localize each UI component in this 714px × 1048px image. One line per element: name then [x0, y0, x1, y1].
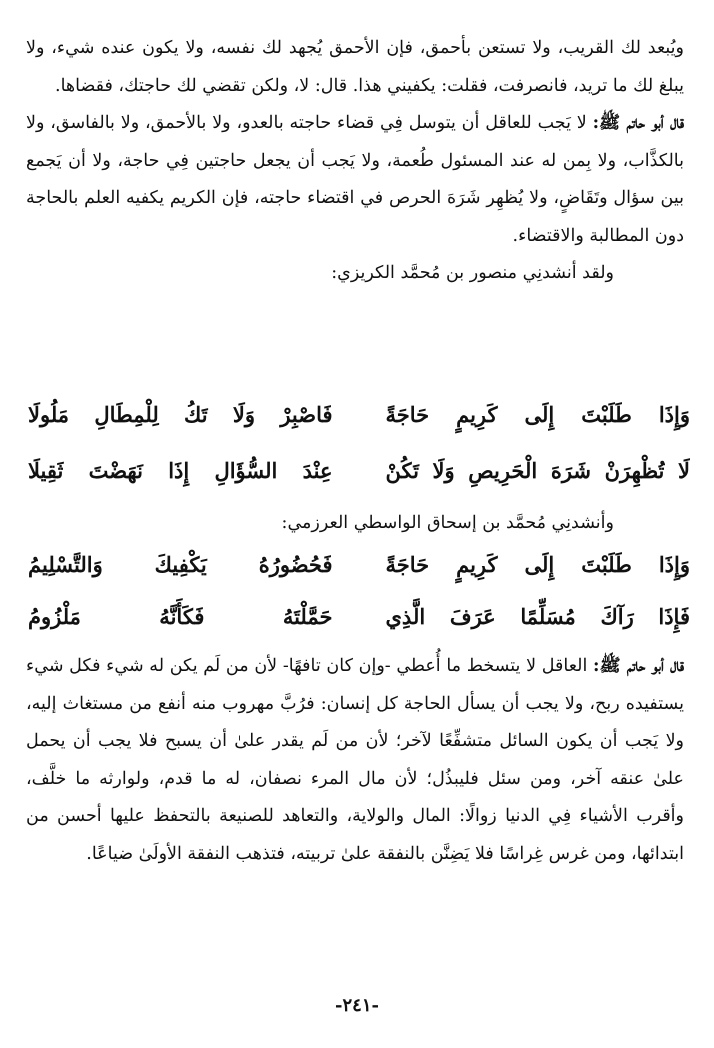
poem-1-verse-2	[28, 446, 690, 496]
hemistich-first: وَإِذَا طَلَبْتَ إِلَى كَرِيمٍ حَاجَةً	[385, 552, 690, 577]
paragraph-text: العاقل لا يتسخط ما أُعطي -وإن كان تافهًا- لأن من لَم يكن له شيء فكل شيء يستفيده ربح، ولا يجب أن يسأل الحاجة كل إنسان: فرُبَّ مهروب منه أنفع من مستغاث إليه، ولا يَجب أن يكون السائل متشفِّعًا لآخر؛ لأن من لَم يقدر علىٰ أن يسبح فلا يجب أن يحمل علىٰ عنقه آخر، ومن سئل فليبذُل؛ لأن مال المرء نصفان، له ما قدم، ولوارثه ما خلَّف، وأقرب الأشياء فِي الدنيا زوالًا: المال والولاية، والتعاهد للصنيعة بالتحفظ عليها أحسن من ابتدائها، ومن غرس غِراسًا فلا يَضِنَّن بالنفقة علىٰ تربيته، فتذهب النفقة الأولَىٰ ضياعًا.	[26, 656, 684, 864]
hemistich-first: لَا تُظْهِرَنْ شَرَهَ الْحَرِيصِ وَلَا تَكُنْ	[385, 458, 690, 483]
hemistich-first: فَإِذَا رَآكَ مُسَلِّمًا عَرَفَ الَّذِي	[385, 604, 690, 629]
poem-intro-2: وأنشدنِي مُحمَّد بن إسحاق الواسطي العرزمي:	[281, 513, 614, 533]
paragraph-abu-hatim-2	[26, 648, 684, 873]
speaker-label: قال أبو حاتم ﷺ:	[592, 113, 685, 133]
paragraph-abu-hatim-1	[26, 105, 684, 255]
paragraph-text: لا يَجب للعاقل أن يتوسل فِي قضاء حاجته بالعدو، ولا بالأحمق، ولا بالفاسق، ولا بالكذَّاب، ولا بِمن له عند المسئول طُعمة، ولا يَجب أن يجعل حاجتين فِي حاجة، ولا أن يَجمع بين سؤال وتَقَاضٍ، ولا يُظهِر شَرَهَ الحرص في اقتضاء حاجته، فإن الكريم يكفيه العلم بالحاجة دون المطالبة والاقتضاء.	[26, 113, 684, 246]
hemistich-first: وَإِذَا طَلَبْتَ إِلَى كَرِيمٍ حَاجَةً	[385, 402, 690, 427]
hemistich-second: عِنْدَ السُّؤَالِ إِذَا نَهَضْتَ ثَقِيلَا	[28, 458, 333, 483]
speaker-label: قال أبو حاتم ﷺ:	[593, 656, 685, 676]
hemistich-second: حَمَّلْتَهُ فَكَأَنَّهُ مَلْزُومُ	[28, 604, 333, 629]
poem-2-verse-1	[28, 540, 690, 590]
poem-2-verse-2	[28, 592, 690, 642]
text-block-intro-2	[26, 505, 684, 543]
page-number: -٢٤١-	[335, 995, 379, 1016]
paragraph-continuation: ويُبعد لك القريب، ولا تستعن بأحمق، فإن الأحمق يُجهد لك نفسه، ولا يكون عنده شيء، ولا يبلغ لك ما تريد، فانصرفت، فقلت: يكفيني هذا. قال: لا، ولكن تقضي لك حاجتك، فقضاها.	[26, 38, 684, 96]
poem-1-verse-1	[28, 390, 690, 440]
hemistich-second: فَحُضُورُهُ يَكْفِيكَ وَالتَّسْلِيمُ	[28, 552, 333, 577]
poem-intro-1: ولقد أنشدنِي منصور بن مُحمَّد الكريزي:	[331, 263, 614, 283]
text-block-top	[26, 30, 684, 293]
text-block-bottom	[26, 648, 684, 873]
hemistich-second: فَاصْبِرْ وَلَا تَكُ لِلْمِطَالِ مَلُولَا	[28, 402, 333, 427]
